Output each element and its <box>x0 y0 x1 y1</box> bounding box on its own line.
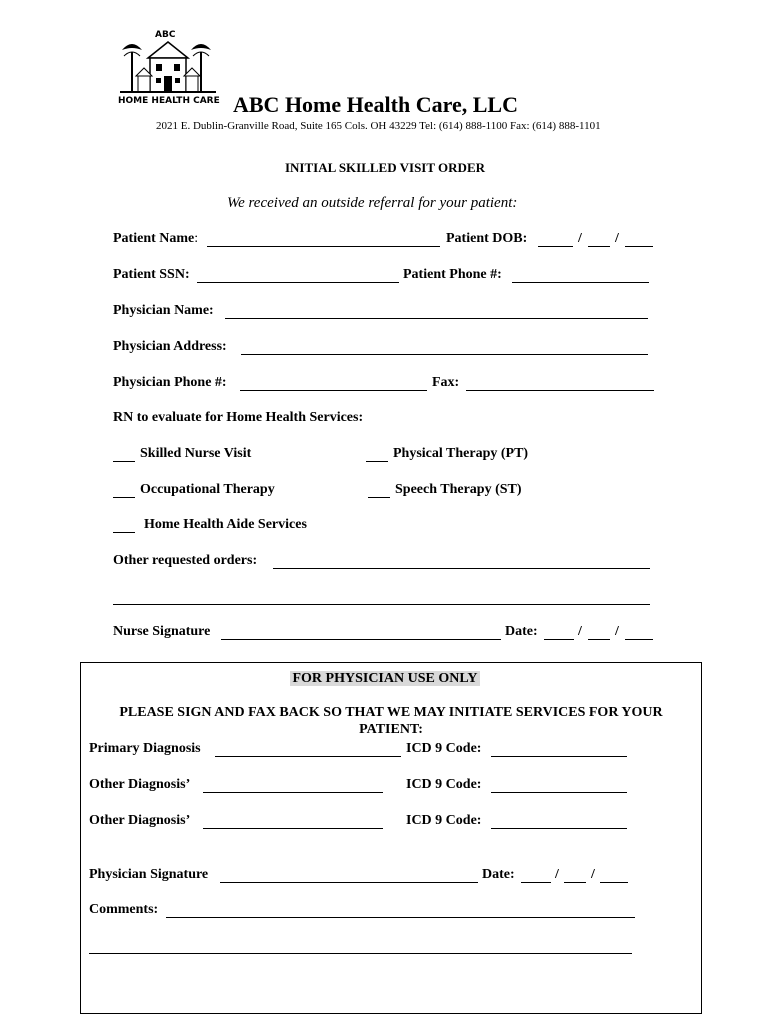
nurse-date-month-field[interactable] <box>544 639 574 640</box>
company-name: ABC Home Health Care, LLC <box>233 92 518 117</box>
patient-dob-day-field[interactable] <box>588 246 610 247</box>
logo-text-top: ABC <box>155 30 176 40</box>
comments-field[interactable] <box>166 917 635 918</box>
patient-dob-label: Patient DOB: <box>446 231 528 246</box>
physician-date-day-field[interactable] <box>564 882 586 883</box>
nurse-date-day-field[interactable] <box>588 639 610 640</box>
other-icd-2-label: ICD 9 Code: <box>406 813 482 828</box>
physical-therapy-checkbox[interactable] <box>366 461 388 462</box>
physician-date-separator-1: / <box>555 867 559 882</box>
rn-evaluate-label: RN to evaluate for Home Health Services: <box>113 410 364 425</box>
patient-name-colon: : <box>194 231 199 246</box>
primary-icd-field[interactable] <box>491 756 627 757</box>
physician-use-heading-row <box>0 669 770 687</box>
other-diagnosis-1-label: Other Diagnosis’ <box>89 777 191 792</box>
physician-signature-label: Physician Signature <box>89 867 209 882</box>
patient-dob-year-field[interactable] <box>625 246 653 247</box>
home-health-aide-checkbox[interactable] <box>113 532 135 533</box>
physician-use-heading: FOR PHYSICIAN USE ONLY <box>292 671 478 686</box>
patient-dob-month-field[interactable] <box>538 246 573 247</box>
speech-therapy-label: Speech Therapy (ST) <box>395 482 522 497</box>
physician-date-label: Date: <box>482 867 515 882</box>
other-orders-label: Other requested orders: <box>113 553 258 568</box>
physician-signature-field[interactable] <box>220 882 478 883</box>
physician-instruction-line2: PATIENT: <box>359 722 423 737</box>
physician-name-field[interactable] <box>225 318 648 319</box>
physician-date-separator-2: / <box>591 867 595 882</box>
nurse-date-separator-1: / <box>578 624 582 639</box>
physician-name-label: Physician Name: <box>113 303 214 318</box>
company-logo <box>118 28 218 110</box>
other-diagnosis-1-field[interactable] <box>203 792 383 793</box>
other-diagnosis-2-field[interactable] <box>203 828 383 829</box>
primary-icd-label: ICD 9 Code: <box>406 741 482 756</box>
skilled-nurse-label: Skilled Nurse Visit <box>140 446 252 461</box>
home-health-aide-label: Home Health Aide Services <box>144 517 307 532</box>
nurse-date-separator-2: / <box>615 624 619 639</box>
physician-phone-field[interactable] <box>240 390 427 391</box>
nurse-signature-label: Nurse Signature <box>113 624 211 639</box>
logo-text-bottom: HOME HEALTH CARE <box>118 96 220 106</box>
nurse-date-label: Date: <box>505 624 538 639</box>
nurse-date-year-field[interactable] <box>625 639 653 640</box>
other-diagnosis-2-label: Other Diagnosis’ <box>89 813 191 828</box>
form-title: INITIAL SKILLED VISIT ORDER <box>284 160 485 175</box>
form-subtitle: We received an outside referral for your patient: <box>227 195 518 211</box>
patient-phone-label: Patient Phone #: <box>403 267 502 282</box>
physician-address-label: Physician Address: <box>113 339 227 354</box>
comments-label: Comments: <box>89 902 159 917</box>
dob-separator-1: / <box>578 231 582 246</box>
physician-instruction-line1: PLEASE SIGN AND FAX BACK SO THAT WE MAY INITIATE SERVICES FOR YOUR <box>119 705 663 720</box>
other-icd-1-label: ICD 9 Code: <box>406 777 482 792</box>
patient-phone-field[interactable] <box>512 282 649 283</box>
other-icd-2-field[interactable] <box>491 828 627 829</box>
patient-name-field[interactable] <box>207 246 440 247</box>
nurse-signature-field[interactable] <box>221 639 501 640</box>
patient-name-label-row <box>113 231 198 247</box>
speech-therapy-checkbox[interactable] <box>368 497 390 498</box>
skilled-nurse-checkbox[interactable] <box>113 461 135 462</box>
primary-diagnosis-field[interactable] <box>215 756 401 757</box>
physician-date-month-field[interactable] <box>521 882 551 883</box>
fax-field[interactable] <box>466 390 654 391</box>
dob-separator-2: / <box>615 231 619 246</box>
physician-phone-label: Physician Phone #: <box>113 375 227 390</box>
patient-name-label: Patient Name <box>113 231 195 246</box>
occupational-therapy-label: Occupational Therapy <box>140 482 275 497</box>
occupational-therapy-checkbox[interactable] <box>113 497 135 498</box>
physician-date-year-field[interactable] <box>600 882 628 883</box>
comments-field-line2[interactable] <box>89 953 632 954</box>
other-orders-field[interactable] <box>273 568 650 569</box>
primary-diagnosis-label: Primary Diagnosis <box>89 741 201 756</box>
other-orders-field-line2[interactable] <box>113 604 650 605</box>
fax-label: Fax: <box>432 375 460 390</box>
other-icd-1-field[interactable] <box>491 792 627 793</box>
patient-ssn-field[interactable] <box>197 282 399 283</box>
company-address: 2021 E. Dublin-Granville Road, Suite 165 Cols. OH 43229 Tel: (614) 888-1100 Fax: (614) 888-1101 <box>156 120 601 132</box>
patient-ssn-label: Patient SSN: <box>113 267 190 282</box>
physical-therapy-label: Physical Therapy (PT) <box>393 446 529 461</box>
physician-address-field[interactable] <box>241 354 648 355</box>
